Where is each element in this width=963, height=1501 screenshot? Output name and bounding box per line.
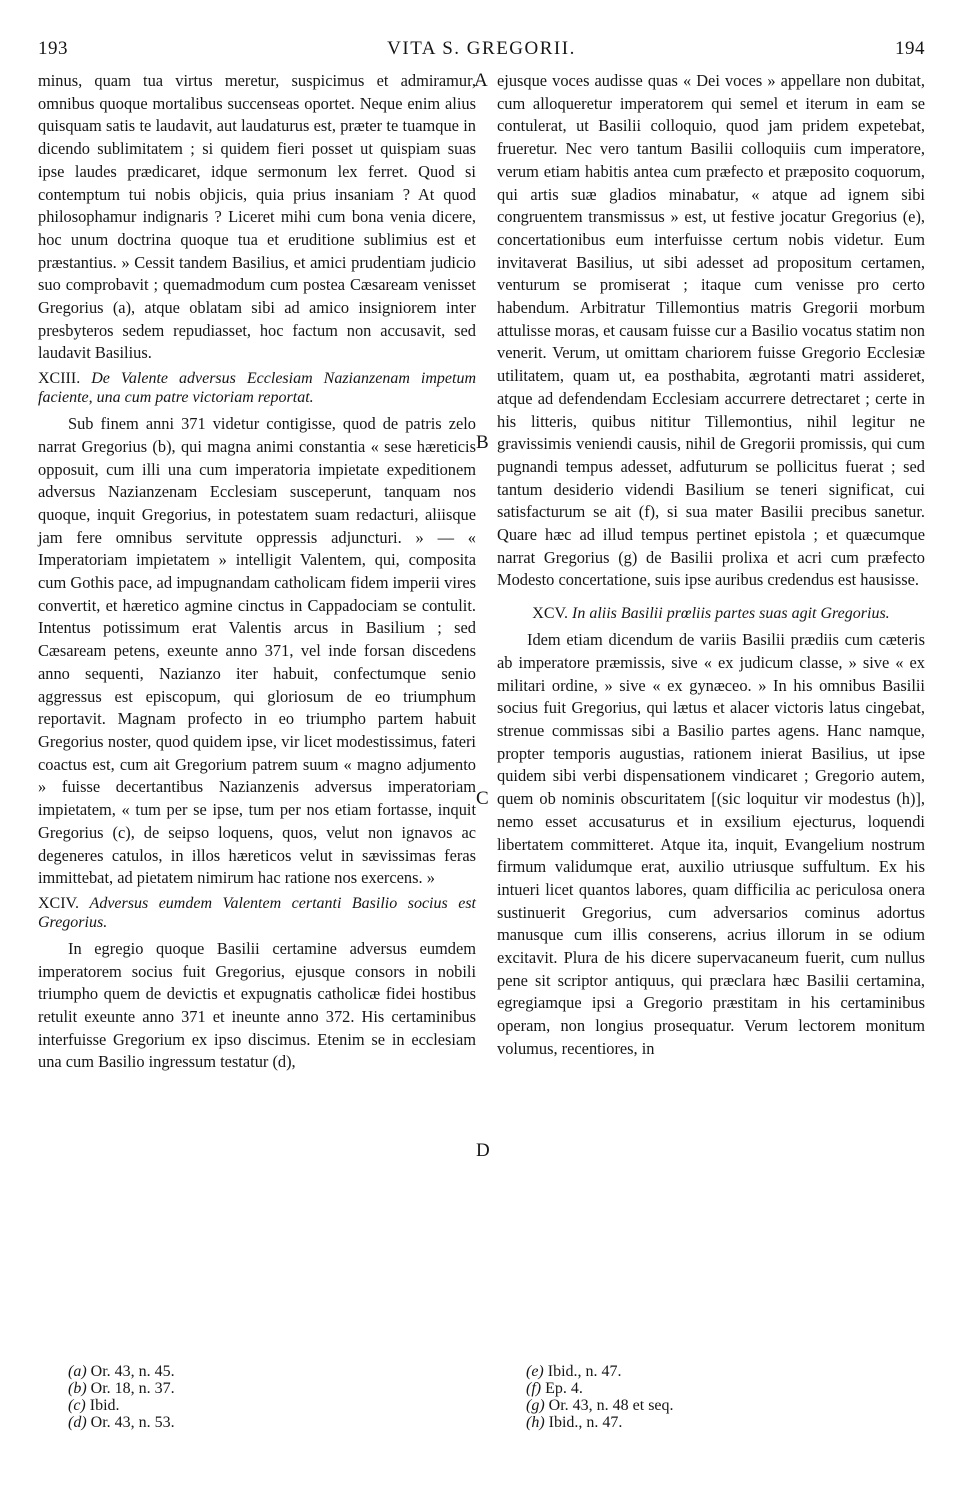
footnote: (a) Or. 43, n. 45.	[68, 1363, 175, 1380]
section-title: De Valente adversus Ecclesiam Nazianzenam impetum faciente, una cum patre victoriam reportat.	[38, 370, 476, 407]
footnote: (b) Or. 18, n. 37.	[68, 1380, 175, 1397]
section-heading-xciv	[38, 894, 476, 932]
section-number: XCIII.	[38, 370, 81, 388]
footnotes-left	[68, 1363, 175, 1431]
margin-marker-a: A	[474, 70, 488, 91]
section-title: Adversus eumdem Valentem certanti Basilio socius est Gregorius.	[38, 894, 476, 931]
section-number: XCV.	[532, 605, 569, 623]
footnote: (d) Or. 43, n. 53.	[68, 1414, 175, 1431]
paragraph: ejusque voces audisse quas « Dei voces » appellare non dubitat, cum alloqueretur imperatorem qui semel et iterum in eam se contulerat, ut Basilii colloquio, quod jam pridem expetebat, frueretur. Nec vero tantum Basilii colloquiis cum imperatore, verum etiam habitis antea cum præfecto et præposito coquorum, qui artis suæ gladios minabatur, « atque ad ignem sibi congruentem transmissus » est, ut festive jocatur Gregorius (e), concertationibus eum interfuisse certum nobis videtur. Eum invitaverat Basilius, ut sibi adesset ad propositum certamen, venturum se promiserat ; itaque cum venisse pro certo habendum. Arbitratur Tillemontius matris Gregorii morbum attulisse moras, et causam fuisse cur a Basilio vocatus statim non venerit. Verum, ut omittam chariorem fuisse Gregorio Ecclesiæ utilitatem, quam ut, ea posthabita, ægrotanti matri assideret, atque ad defendendam Ecclesiam accurrere detrectaret ; certe in his litteris, quibus nititur Tillemontius, nihil legitur ne gravissimis veniendi causis, nihil de Gregorii promissis, qui cum pugnandi tempus adesset, adfuturum se pollicitus fuerat ; sed tantum desiderio videndi Basilium se teneri significat, cui satisfacturum se ait (f), si sua mater Basilii precibus sanetur. Quare hæc ad illud tempus pertinet epistola ; et quæcumque narrat Gregorius (g) de Basilii prolixa et acri cum præfecto Modesto concertatione, suis ipse auribus credendus est hausisse.	[497, 71, 925, 590]
footnote: (f) Ep. 4.	[526, 1380, 583, 1397]
section-heading-xcv	[497, 604, 925, 623]
section-title: In aliis Basilii prœliis partes suas agit Gregorius.	[572, 605, 890, 623]
section-heading-xciii	[38, 369, 476, 407]
margin-marker-d: D	[476, 1140, 490, 1161]
running-header	[38, 38, 925, 66]
footnotes-right	[526, 1363, 674, 1431]
paragraph: minus, quam tua virtus meretur, suspicimus et admiramur, omnibus quoque mortalibus succenseas oportet. Neque enim alius quisquam satis te laudavit, aut laudaturus est, præter te tuamque in dicendo sublimitatem ; si quidem fieri posset ut quispiam suas ipse laudes prædicaret, idque sermonum lex ferret. Quod si contemptum tui nobis objicis, quia prius insaniam ? At quod philosophamur indignaris ? Liceret mihi cum bona venia dicere, hoc unum doctrina quoque tua et eruditione sublimius est et præstantius. » Cessit tandem Basilius, et amici prudentiam judicio suo comprobavit ; quemadmodum cum postea Cæsaream venisset Gregorius (a), atque oblatam sibi ad amico insigniorem inter presbyteros sedem repudiasset, hoc factum non accusavit, sed laudavit Basilius.	[38, 71, 476, 363]
footnote: (g) Or. 43, n. 48 et seq.	[526, 1397, 674, 1414]
footnote: (e) Ibid., n. 47.	[526, 1363, 622, 1380]
margin-marker-b: B	[476, 432, 489, 453]
paragraph: Idem etiam dicendum de variis Basilii prædiis cum cæteris ab imperatore præmissis, sive « ex judicum classe, » sive « ex militari ordine, » sive « ex gynæceo. » In his omnibus Basilii socius fuit Gregorius, qui lætus et alacer victoris latus cingebat, strenue commissas sibi a Basilio partes agens. Hanc namque, propter temporis augustias, rationem inierat Basilius, ut ipse quidem sibi verbi dispensationem vindicaret ; Gregorio autem, quem ob nominis obscuritatem [(sic loquitur vir modestus (h)], nemo esset accusaturus et in exsilium ejecturus, loquendi libertatem committeret. Atque ita, inquit, Evangelium nostrum firmum validumque erat, auxilio utriusque suffultum. Ex his intueri licet quantos labores, quam difficilia ac periculosa onera sustinuerit Gregorius, cum adversarios cominus adortus manusque cum illis conserens, acrius illorum in se odium excitavit. Plura de his dicere supervacaneum fuerit, cum nullus pene sit scriptor antiquus, qui præclara hæc Basilii certamina, egregiamque ipsi a Gregorio præstitam in his certaminibus operam, non longius prosequatur. Verum lectorem monitum volumus, recentiores, in	[497, 630, 925, 1058]
paragraph: In egregio quoque Basilii certamine adversus eumdem imperatorem socius fuit Gregorius, ejusque consors in nobili triumpho quem de devictis et expugnatis catholicæ fidei hostibus retulit exeunte anno 371 et ineunte anno 372. His certaminibus interfuisse Gregorium ex ipso discimus. Etenim se in ecclesiam una cum Basilio ingressum testatur (d),	[38, 938, 476, 1072]
section-number: XCIV.	[38, 894, 80, 912]
footnote: (h) Ibid., n. 47.	[526, 1414, 623, 1431]
paragraph: Sub finem anni 371 videtur contigisse, quod de patris zelo narrat Gregorius (b), qui magna animi constantia « sese hæreticis opposuit, cum illi una cum imperatoria impietate expeditionem adversus Nazianzenam Ecclesiam susceperunt, tanquam nos quoque, inquit Gregorius, in potestatem suam redacturi, aliisque jam fere omnibus servitute oppressis adjuncturi. » — « Imperatoriam impietatem » intelligit Valentem, qui, composita cum Gothis pace, ad impugnandam catholicam fidem imperii vires convertit, et hæretico agmine cinctus in Cappadociam se contulit. Intentus potissimum erat Valentis arcus in Basilium ; sed Cæsaream petens, exeunte anno 371, vel inde forsan discedens anno sequenti, Nazianzo iter habuit, confectumque senio aggressus est episcopum, qui gloriosum de eo triumphum reportavit. Magnam profecto in eo triumpho partem habuit Gregorius noster, quod quidem ipse, vir licet modestissimus, fateri coactus est, cum ait Gregorium patrem suum « magno adjumento » fuisse decertantibus Nazianzenis adversus imperatoriam impietatem, « tum per se ipse, tum per nos etiam fortasse, inquit Gregorius (c), de seipso loquens, quos, velut non ignavos ac degeneres catulos, in illos hæreticos velut in sævissimas feras immittebat, ad pietatem nimirum hac ratione nos exercens. »	[38, 414, 476, 888]
page-number-right: 194	[895, 38, 925, 59]
footnote: (c) Ibid.	[68, 1397, 120, 1414]
page-number-left: 193	[38, 38, 68, 59]
right-column	[497, 70, 925, 1061]
margin-marker-c: C	[476, 788, 489, 809]
running-title: VITA S. GREGORII.	[387, 38, 576, 59]
left-column	[38, 70, 476, 1074]
